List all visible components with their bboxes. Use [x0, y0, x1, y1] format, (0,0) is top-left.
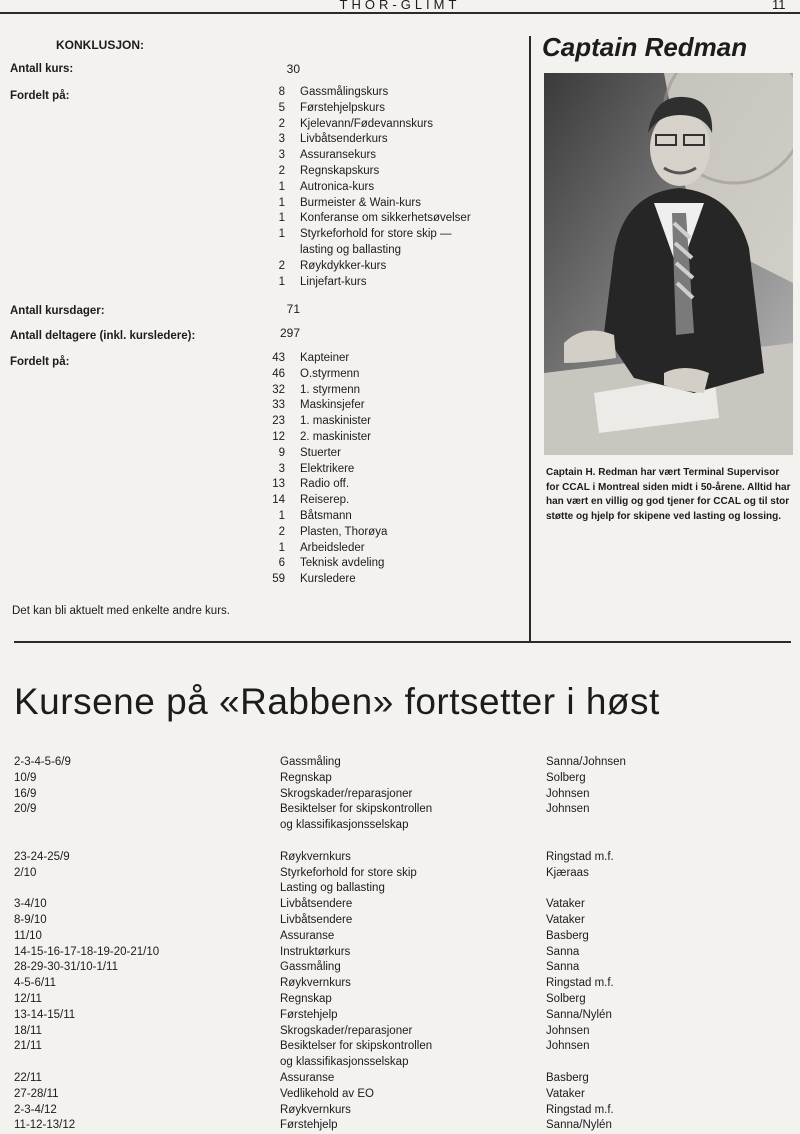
schedule-instructor — [546, 1055, 794, 1071]
list-item — [262, 148, 527, 164]
participants-value: 297 — [279, 326, 300, 340]
item-count: 3 — [278, 133, 285, 146]
schedule-course: Assuranse — [280, 929, 335, 942]
item-text: Elektrikere — [300, 462, 355, 475]
item-text: O.styrmenn — [300, 367, 360, 380]
table-row — [14, 897, 794, 913]
participants-label: Antall deltagere (inkl. kursledere): — [10, 330, 196, 342]
list-item — [262, 351, 527, 367]
item-count: 2 — [278, 164, 285, 177]
table-row — [14, 1071, 794, 1087]
schedule-course: Livbåtsendere — [280, 898, 353, 911]
schedule-date — [14, 1055, 280, 1071]
table-row — [14, 802, 794, 818]
page-number: 11 — [772, 0, 786, 12]
item-text: Reiserep. — [300, 494, 350, 507]
schedule-date: 2-3-4/12 — [14, 1103, 57, 1116]
item-count: 43 — [272, 352, 285, 364]
item-text: 1. styrmenn — [300, 383, 361, 396]
item-count: 14 — [272, 494, 285, 507]
running-header: THOR-GLIMT — [339, 0, 461, 12]
schedule-course: Vedlikehold av EO — [280, 1087, 374, 1100]
item-text: Røykdykker-kurs — [300, 259, 387, 272]
item-text: Plasten, Thorøya — [300, 525, 388, 538]
schedule-instructor: Basberg — [546, 1071, 589, 1084]
schedule-date — [14, 834, 280, 850]
item-count: 33 — [272, 399, 285, 412]
item-text: Radio off. — [300, 478, 350, 491]
schedule-course: Assuranse — [280, 1071, 335, 1084]
schedule-course: Regnskap — [280, 992, 332, 1005]
table-row — [14, 1055, 794, 1071]
item-count: 6 — [278, 557, 285, 570]
item-count: 59 — [272, 573, 285, 586]
item-text: Førstehjelpskurs — [300, 101, 385, 114]
list-item — [262, 259, 527, 275]
schedule-instructor: Vataker — [546, 913, 585, 926]
schedule-date: 21/11 — [14, 1040, 42, 1053]
schedule-date: 13-14-15/11 — [14, 1008, 76, 1021]
schedule-date: 14-15-16-17-18-19-20-21/10 — [14, 945, 160, 958]
table-row — [14, 929, 794, 945]
schedule-course: Besiktelser for skipskontrollen — [280, 1040, 433, 1053]
table-row — [14, 787, 794, 803]
schedule-course: Røykvernkurs — [280, 977, 351, 990]
sidebar-title: Captain Redman — [542, 32, 748, 62]
item-text: Gassmålingskurs — [300, 86, 389, 98]
list-item — [262, 525, 527, 541]
participants-breakdown-label: Fordelt på: — [10, 356, 70, 368]
schedule-date: 20/9 — [14, 803, 37, 816]
schedule-instructor — [546, 881, 794, 897]
list-item — [262, 541, 527, 557]
schedule-course: og klassifikasjonsselskap — [280, 819, 409, 832]
schedule-course: og klassifikasjonsselskap — [280, 1056, 409, 1069]
section-divider — [14, 641, 791, 643]
schedule-course: Gassmåling — [280, 961, 341, 974]
schedule-instructor: Solberg — [546, 771, 586, 784]
table-row — [14, 992, 794, 1008]
list-item — [262, 196, 527, 212]
schedule-course: Røykvernkurs — [280, 850, 351, 863]
schedule-instructor — [546, 818, 794, 834]
item-text: Teknisk avdeling — [300, 557, 385, 570]
list-item — [262, 180, 527, 196]
list-item — [262, 227, 527, 243]
schedule-instructor: Kjæraas — [546, 866, 589, 879]
conclusion-title: KONKLUSJON: — [56, 38, 145, 52]
item-text: Konferanse om sikkerhetsøvelser — [300, 212, 471, 225]
course-days-label: Antall kursdager: — [10, 305, 105, 317]
list-item — [262, 493, 527, 509]
list-item — [262, 367, 527, 383]
item-count: 1 — [278, 180, 285, 193]
item-count: 2 — [278, 525, 285, 538]
item-text: Stuerter — [300, 446, 341, 459]
course-days-value: 71 — [286, 302, 300, 316]
item-count: 23 — [272, 415, 285, 428]
schedule-date — [14, 881, 280, 897]
list-item — [262, 556, 527, 572]
item-count: 2 — [278, 117, 285, 130]
schedule-instructor: Sanna/Nylén — [546, 1119, 612, 1132]
schedule-date: 8-9/10 — [14, 913, 47, 926]
schedule-instructor: Sanna/Nylén — [546, 1008, 612, 1021]
table-row — [14, 755, 794, 771]
schedule-heading: Kursene på «Rabben» fortsetter i høst — [14, 681, 660, 722]
table-row — [14, 834, 794, 850]
schedule-instructor: Johnsen — [546, 1024, 590, 1037]
course-breakdown-label: Fordelt på: — [10, 90, 70, 102]
portrait-photo — [544, 73, 793, 455]
item-count: 1 — [278, 228, 285, 241]
schedule-date: 2-3-4-5-6/9 — [14, 756, 71, 768]
item-text: Livbåtsenderkurs — [300, 133, 388, 146]
schedule-instructor: Ringstad m.f. — [546, 977, 614, 990]
item-text: Arbeidsleder — [300, 541, 365, 554]
schedule-date: 12/11 — [14, 992, 42, 1005]
table-row — [14, 1087, 794, 1103]
table-row — [14, 1039, 794, 1055]
item-count: 32 — [272, 383, 285, 396]
list-item — [262, 430, 527, 446]
schedule-instructor: Johnsen — [546, 787, 590, 800]
list-item — [262, 462, 527, 478]
schedule-course: Regnskap — [280, 771, 332, 784]
schedule-date: 4-5-6/11 — [14, 977, 56, 990]
schedule-date: 18/11 — [14, 1024, 42, 1037]
schedule-course: Styrkeforhold for store skip — [280, 866, 417, 879]
participants-breakdown-list — [262, 351, 527, 588]
schedule-date: 10/9 — [14, 771, 37, 784]
schedule-instructor: Sanna — [546, 945, 580, 958]
item-count: 12 — [272, 430, 285, 443]
table-row — [14, 850, 794, 866]
list-item — [262, 132, 527, 148]
conclusion-note: Det kan bli aktuelt med enkelte andre kurs. — [12, 605, 230, 617]
list-item — [262, 101, 527, 117]
table-row — [14, 945, 794, 961]
item-text: Kursledere — [300, 573, 356, 586]
item-count: 1 — [278, 509, 285, 522]
item-text: Regnskapskurs — [300, 164, 380, 177]
item-count: 8 — [278, 86, 285, 98]
item-count: 5 — [278, 101, 285, 114]
schedule-date: 22/11 — [14, 1071, 42, 1084]
schedule-course: Skrogskader/reparasjoner — [280, 1024, 413, 1037]
list-item — [262, 243, 527, 259]
item-text: Kapteiner — [300, 352, 350, 364]
item-text: lasting og ballasting — [300, 243, 402, 256]
item-count: 3 — [278, 149, 285, 162]
schedule-date — [14, 818, 280, 834]
schedule-date: 2/10 — [14, 866, 37, 879]
course-count-value: 30 — [286, 62, 300, 76]
item-text: Autronica-kurs — [300, 180, 375, 193]
table-row — [14, 881, 794, 897]
schedule-instructor: Ringstad m.f. — [546, 850, 614, 863]
item-count: 1 — [278, 196, 285, 209]
item-count: 1 — [278, 275, 285, 288]
table-row — [14, 771, 794, 787]
schedule-date: 3-4/10 — [14, 898, 47, 911]
list-item — [262, 164, 527, 180]
schedule-course: Besiktelser for skipskontrollen — [280, 803, 433, 816]
schedule-instructor: Vataker — [546, 898, 585, 911]
schedule-course — [280, 834, 546, 850]
list-item — [262, 117, 527, 133]
schedule-instructor: Vataker — [546, 1087, 585, 1100]
item-count: 2 — [278, 259, 285, 272]
list-item — [262, 572, 527, 588]
item-count — [262, 243, 300, 259]
schedule-course: Gassmåling — [280, 756, 341, 768]
list-item — [262, 85, 527, 101]
item-text: Linjefart-kurs — [300, 275, 367, 288]
table-row — [14, 1103, 794, 1119]
item-count: 1 — [278, 541, 285, 554]
schedule-instructor: Johnsen — [546, 1040, 590, 1053]
schedule-date: 28-29-30-31/10-1/11 — [14, 961, 118, 974]
schedule-date: 16/9 — [14, 787, 37, 800]
list-item — [262, 383, 527, 399]
schedule-instructor: Sanna/Johnsen — [546, 756, 626, 768]
item-text: Båtsmann — [300, 509, 352, 522]
item-count: 3 — [278, 462, 285, 475]
schedule-course: Røykvernkurs — [280, 1103, 351, 1116]
table-row — [14, 866, 794, 882]
course-count-label: Antall kurs: — [10, 63, 74, 75]
table-row — [14, 1008, 794, 1024]
item-count: 46 — [272, 367, 285, 380]
schedule-date: 27-28/11 — [14, 1087, 59, 1100]
schedule-instructor: Basberg — [546, 929, 589, 942]
schedule-instructor: Solberg — [546, 992, 586, 1005]
schedule-date: 11/10 — [14, 929, 42, 942]
list-item — [262, 211, 527, 227]
list-item — [262, 446, 527, 462]
schedule-date: 11-12-13/12 — [14, 1119, 76, 1132]
schedule-course: Skrogskader/reparasjoner — [280, 787, 413, 800]
schedule-course: Instruktørkurs — [280, 945, 351, 958]
item-text: Burmeister & Wain-kurs — [300, 196, 421, 209]
item-text: Assuransekurs — [300, 149, 377, 162]
item-text: 1. maskinister — [300, 415, 371, 428]
schedule-course: Førstehjelp — [280, 1008, 338, 1021]
item-text: Maskinsjefer — [300, 399, 365, 412]
item-count: 13 — [272, 478, 285, 491]
table-row — [14, 976, 794, 992]
list-item — [262, 275, 527, 291]
column-divider — [529, 36, 531, 642]
item-count: 9 — [278, 446, 285, 459]
schedule-instructor — [546, 834, 794, 850]
schedule-instructor: Johnsen — [546, 803, 590, 816]
table-row — [14, 913, 794, 929]
table-row — [14, 960, 794, 976]
schedule-instructor: Sanna — [546, 961, 580, 974]
schedule-course: Livbåtsendere — [280, 913, 353, 926]
table-row — [14, 818, 794, 834]
course-breakdown-list — [262, 85, 527, 290]
schedule-table — [14, 755, 794, 1134]
list-item — [262, 477, 527, 493]
item-text: Styrkeforhold for store skip — — [300, 228, 452, 241]
schedule-course: Lasting og ballasting — [280, 882, 385, 895]
list-item — [262, 414, 527, 430]
table-row — [14, 1024, 794, 1040]
item-count: 1 — [278, 212, 285, 225]
schedule-date: 23-24-25/9 — [14, 850, 70, 863]
schedule-course: Førstehjelp — [280, 1119, 338, 1132]
photo-caption: Captain H. Redman har vært Terminal Supervisor for CCAL i Montreal siden midt i 50-årene. Alltid har han vært en villig og god tjener for CCAL og til stor støtte og hjelp for skipene ved lasting og lossing. — [546, 467, 791, 522]
header-rule — [0, 12, 800, 14]
list-item — [262, 398, 527, 414]
schedule-instructor: Ringstad m.f. — [546, 1103, 614, 1116]
item-text: 2. maskinister — [300, 430, 371, 443]
item-text: Kjelevann/Fødevannskurs — [300, 117, 433, 130]
list-item — [262, 509, 527, 525]
